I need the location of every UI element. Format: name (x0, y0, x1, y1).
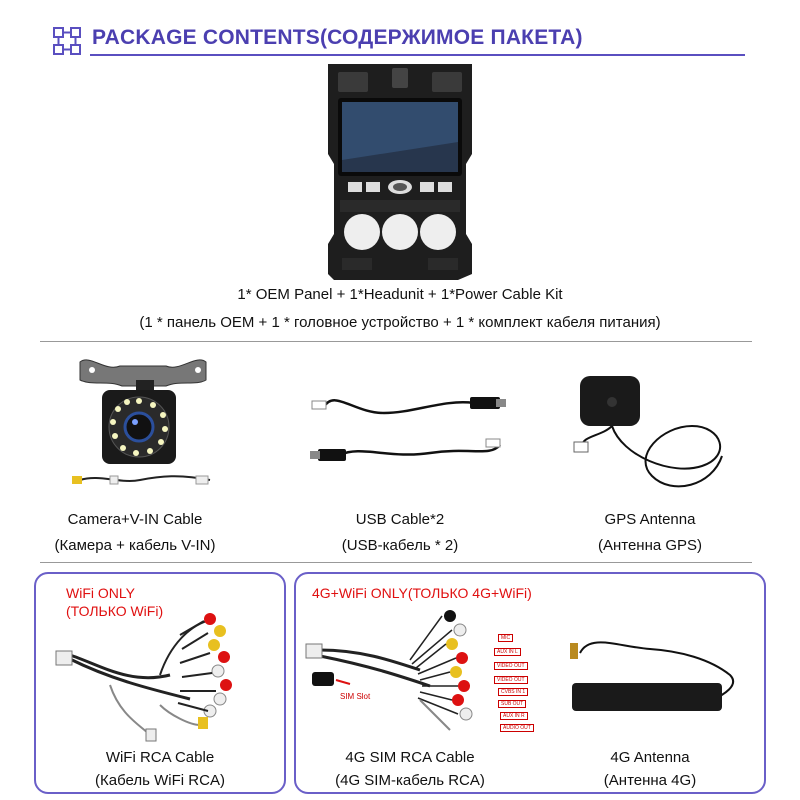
wifi-rca-caption-ru: (Кабель WiFi RCA) (95, 772, 225, 789)
divider-bottom (40, 562, 752, 563)
4g-sim-rca-cable-image (300, 600, 500, 740)
page-title: PACKAGE CONTENTS(СОДЕРЖИМОЕ ПАКЕТА) (92, 26, 583, 49)
camera-caption-ru: (Камера + кабель V-IN) (54, 537, 216, 554)
usb-cable-image (310, 385, 510, 475)
main-caption-en: 1* OEM Panel + 1*Headunit + 1*Power Cable Kit (237, 286, 563, 303)
sim-slot-label: SIM Slot (340, 692, 371, 701)
port-label: VIDEO OUT (494, 676, 528, 684)
gps-caption-ru: (Антенна GPS) (597, 537, 703, 554)
usb-caption-en: USB Cable*2 (355, 511, 445, 528)
port-label: AUDIO OUT (500, 724, 534, 732)
port-label: AUX IN R (500, 712, 528, 720)
wifi-only-tag-ru: (ТОЛЬКО WiFi) (66, 603, 164, 619)
4g-antenna-caption-ru: (Антенна 4G) (603, 772, 697, 789)
4g-rca-caption-ru: (4G SIM-кабель RCA) (335, 772, 485, 789)
wifi-rca-cable-image (50, 605, 250, 745)
4g-antenna-image (560, 625, 750, 725)
4g-wifi-only-tag: 4G+WiFi ONLY(ТОЛЬКО 4G+WiFi) (312, 585, 532, 601)
main-caption-ru: (1 * панель OEM + 1 * головное устройство + 1 * комплект кабеля питания) (139, 314, 661, 331)
gps-antenna-image (560, 370, 730, 490)
divider-top (40, 341, 752, 342)
4g-antenna-caption-en: 4G Antenna (610, 749, 690, 766)
port-label: MIC (498, 634, 513, 642)
usb-caption-ru: (USB-кабель * 2) (341, 537, 459, 554)
camera-image (70, 350, 220, 495)
port-label: SUB OUT (498, 700, 526, 708)
camera-caption-en: Camera+V-IN Cable (67, 511, 203, 528)
package-grid-icon (52, 26, 82, 56)
port-label: CVBS IN 1 (498, 688, 528, 696)
port-label: VIDEO OUT (494, 662, 528, 670)
wifi-only-tag: WiFi ONLY (66, 585, 135, 601)
gps-caption-en: GPS Antenna (604, 511, 696, 528)
4g-rca-caption-en: 4G SIM RCA Cable (345, 749, 475, 766)
wifi-rca-caption-en: WiFi RCA Cable (105, 749, 215, 766)
port-label: AUX IN L (494, 648, 521, 656)
header-underline (90, 54, 745, 56)
headunit-panel-image (320, 60, 480, 285)
